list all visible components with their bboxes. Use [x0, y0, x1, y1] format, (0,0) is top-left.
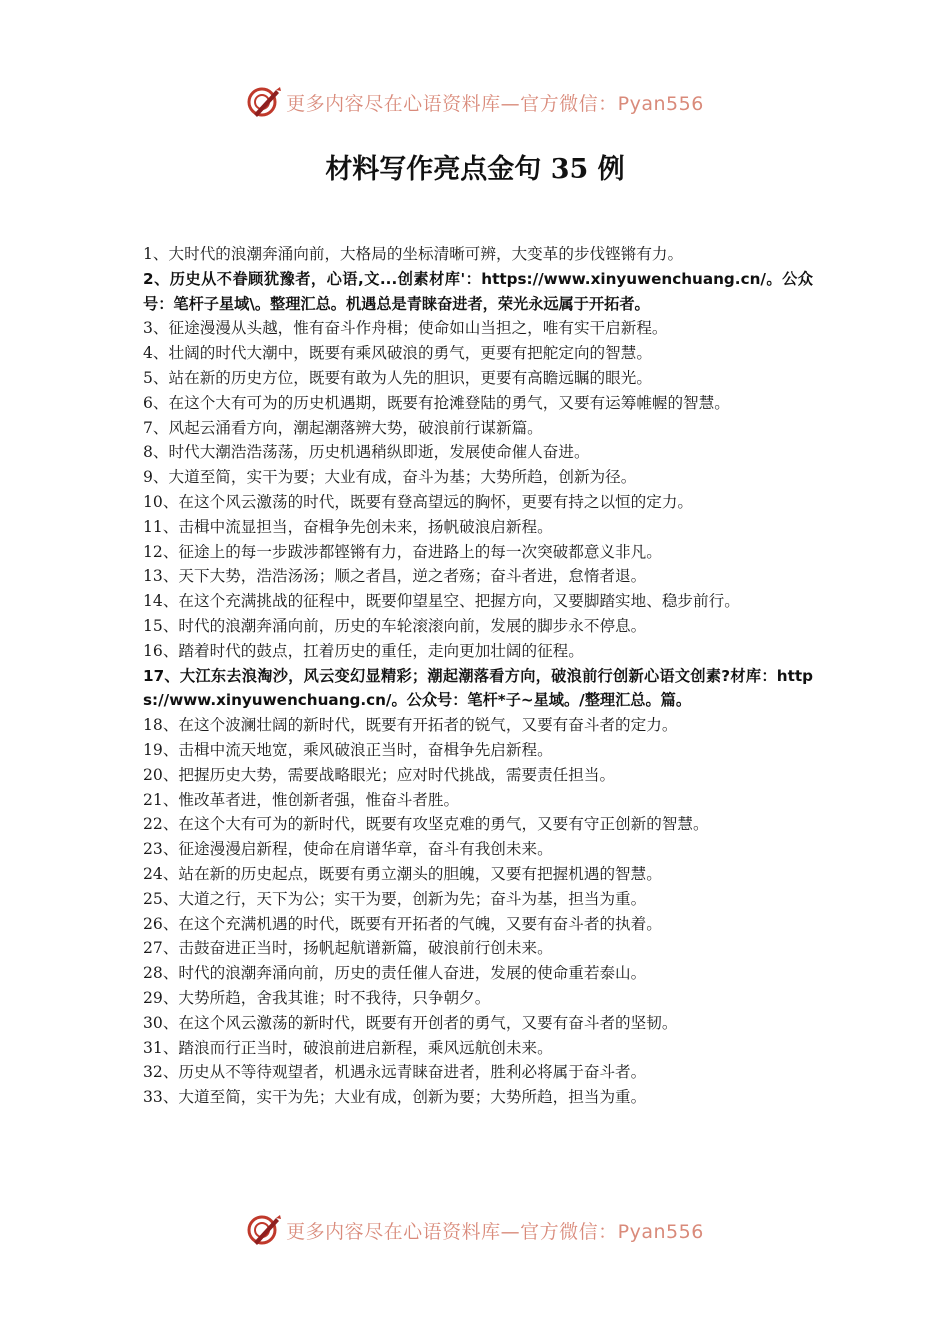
list-item: 24、站在新的历史起点，既要有勇立潮头的胆魄，又要有把握机遇的智慧。	[143, 864, 662, 883]
list-item: 15、时代的浪潮奔涌向前，历史的车轮滚滚向前，发展的脚步永不停息。	[143, 616, 647, 635]
list-item: 8、时代大潮浩浩荡荡，历史机遇稍纵即逝，发展使命催人奋进。	[143, 443, 590, 462]
footer-banner	[0, 1210, 950, 1250]
list-item: 20、把握历史大势，需要战略眼光；应对时代挑战，需要责任担当。	[143, 765, 616, 784]
list-item: 25、大道之行，天下为公；实干为要，创新为先；奋斗为基，担当为重。	[143, 889, 647, 908]
list-item: 16、踏着时代的鼓点，扛着历史的重任，走向更加壮阔的征程。	[143, 641, 584, 660]
header-banner	[0, 82, 950, 122]
list-item: 14、在这个充满挑战的征程中，既要仰望星空、把握方向，又要脚踏实地、稳步前行。	[143, 592, 740, 611]
list-item: 13、天下大势，浩浩汤汤；顺之者昌，逆之者殇；奋斗者进，怠惰者退。	[143, 567, 647, 586]
list-item: 21、惟改革者进，惟创新者强，惟奋斗者胜。	[143, 790, 460, 809]
list-item: 4、壮阔的时代大潮中，既要有乘风破浪的勇气，更要有把舵定向的智慧。	[143, 344, 652, 363]
list-item: 19、击楫中流天地宽，乘风破浪正当时，奋楫争先启新程。	[143, 740, 553, 759]
list-item: 32、历史从不等待观望者，机遇永远青睐奋进者，胜利必将属于奋斗者。	[143, 1063, 647, 1082]
list-item: 2、历史从不眷顾犹豫者，心语,文...创素材库'：https://www.xinyuwenchuang.cn/。公众号：笔杆子星域\。整理汇总。机遇总是青睐奋进者，荣光永远属于开拓者。	[143, 269, 813, 313]
list-item: 33、大道至简，实干为先；大业有成，创新为要；大势所趋，担当为重。	[143, 1088, 647, 1107]
banner-text: 更多内容尽在心语资料库—官方微信：Pyan556	[286, 92, 704, 115]
list-item: 3、征途漫漫从头越，惟有奋斗作舟楫；使命如山当担之，唯有实干启新程。	[143, 319, 668, 338]
list-item: 10、在这个风云激荡的时代，既要有登高望远的胸怀，更要有持之以恒的定力。	[143, 492, 694, 511]
list-item: 9、大道至简，实干为要；大业有成，奋斗为基；大势所趋，创新为径。	[143, 468, 637, 487]
list-item: 7、风起云涌看方向，潮起潮落辨大势，破浪前行谋新篇。	[143, 418, 543, 437]
list-item: 17、大江东去浪淘沙，风云变幻显精彩；潮起潮落看方向，破浪前行创新心语文创素?材库：https://www.xinyuwenchuang.cn/。公众号：笔杆*子~星域。/整理汇总。篇。	[143, 666, 813, 710]
list-item: 5、站在新的历史方位，既要有敢为人先的胆识，更要有高瞻远瞩的眼光。	[143, 368, 652, 387]
list-item: 18、在这个波澜壮阔的新时代，既要有开拓者的锐气，又要有奋斗者的定力。	[143, 716, 678, 735]
list-item: 6、在这个大有可为的历史机遇期，既要有抢滩登陆的勇气，又要有运筹帷幄的智慧。	[143, 393, 730, 412]
list-item: 22、在这个大有可为的新时代，既要有攻坚克难的勇气，又要有守正创新的智慧。	[143, 815, 709, 834]
list-item: 26、在这个充满机遇的时代，既要有开拓者的气魄，又要有奋斗者的执着。	[143, 914, 662, 933]
list-item: 11、击楫中流显担当，奋楫争先创未来，扬帆破浪启新程。	[143, 517, 553, 536]
list-item: 23、征途漫漫启新程，使命在肩谱华章，奋斗有我创未来。	[143, 840, 553, 859]
pen-logo-icon	[246, 84, 282, 120]
list-item: 29、大势所趋，舍我其谁；时不我待，只争朝夕。	[143, 988, 491, 1007]
list-item: 31、踏浪而行正当时，破浪前进启新程，乘风远航创未来。	[143, 1038, 553, 1057]
page-title: 材料写作亮点金句 35 例	[325, 154, 625, 185]
list-item: 27、击鼓奋进正当时，扬帆起航谱新篇，破浪前行创未来。	[143, 939, 553, 958]
list-item: 12、征途上的每一步跋涉都铿锵有力，奋进路上的每一次突破都意义非凡。	[143, 542, 662, 561]
list-item: 1、大时代的浪潮奔涌向前，大格局的坐标清晰可辨，大变革的步伐铿锵有力。	[143, 245, 684, 263]
list-item: 30、在这个风云激荡的新时代，既要有开创者的勇气，又要有奋斗者的坚韧。	[143, 1013, 678, 1032]
list-item: 28、时代的浪潮奔涌向前，历史的责任催人奋进，发展的使命重若泰山。	[143, 964, 647, 983]
pen-logo-icon	[246, 1212, 282, 1248]
quote-list	[143, 242, 813, 1110]
banner-text: 更多内容尽在心语资料库—官方微信：Pyan556	[286, 1220, 704, 1243]
